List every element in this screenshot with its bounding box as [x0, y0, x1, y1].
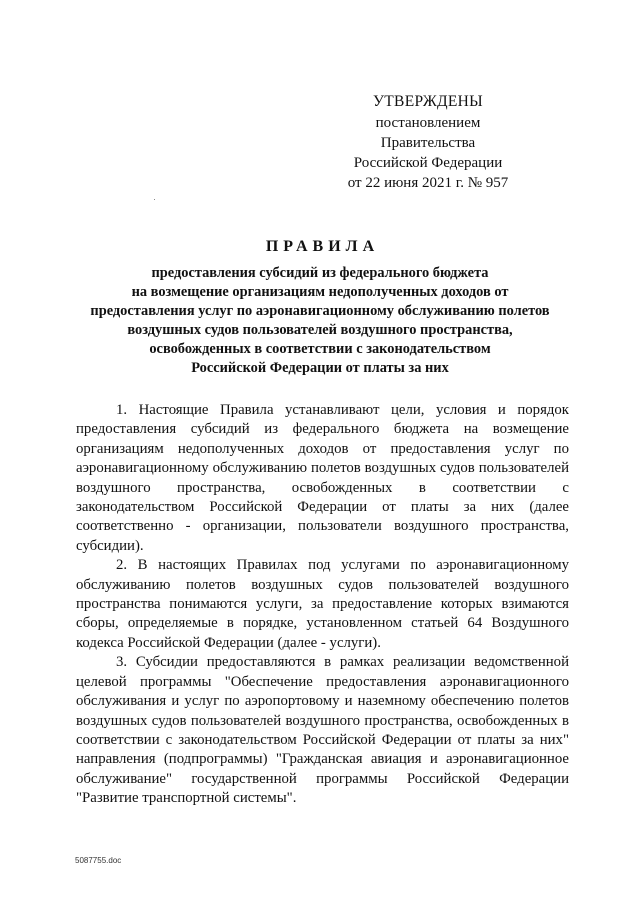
paragraph-1: 1. Настоящие Правила устанавливают цели, условия и порядок предоставления субсидий из федерального бюджета на возмещение организациям недополученных доходов от предоставления услуг по аэронавигационному обслуживанию полетов воздушных судов пользователей воздушного пространства, освобожденных в соответствии с законодательством Российской Федерации от платы за них (далее соответственно - организации, пользователи воздушного пространства, субсидии).: [76, 402, 569, 554]
subtitle-line: освобожденных в соответствии с законодательством: [149, 341, 491, 357]
file-reference: 5087755.doc: [75, 856, 122, 865]
subtitle-line: предоставления субсидий из федерального бюджета: [151, 265, 489, 281]
subtitle-line: предоставления услуг по аэронавигационному обслуживанию полетов: [90, 303, 550, 319]
subtitle-line: Российской Федерации от платы за них: [191, 360, 449, 376]
approved-label: УТВЕРЖДЕНЫ: [373, 93, 483, 110]
document-body: [76, 401, 569, 809]
document-title: ПРАВИЛА: [265, 238, 380, 255]
approval-stamp: [330, 92, 526, 193]
paragraph-3: 3. Субсидии предоставляются в рамках реализации ведомственной целевой программы "Обеспечение предоставления аэронавигационного обслуживания и услуг по аэропортовому и наземному обеспечению полетов воздушных судов пользователей воздушного пространства, освобожденных в соответствии с законодательством Российской Федерации от платы за них" направления (подпрограммы) "Гражданская авиация и аэронавигационное обслуживание" государственной программы Российской Федерации "Развитие транспортной системы".: [76, 654, 569, 807]
approval-date-number: от 22 июня 2021 г. № 957: [347, 175, 509, 191]
approval-line-2: Российской Федерации: [353, 155, 503, 171]
approval-line-1: постановлением Правительства: [375, 115, 481, 151]
scan-speck: [154, 199, 155, 200]
subtitle-line: на возмещение организациям недополученных доходов от: [131, 284, 509, 300]
paragraph-2: 2. В настоящих Правилах под услугами по аэронавигационному обслуживанию полетов воздушных судов пользователей воздушного пространства понимаются услуги, за предоставление которых взимаются сборы, определяемые в порядке, установленном статьей 64 Воздушного кодекса Российской Федерации (далее - услуги).: [76, 557, 569, 651]
document-title-block: [70, 238, 570, 378]
subtitle-line: воздушных судов пользователей воздушного пространства,: [127, 322, 513, 338]
